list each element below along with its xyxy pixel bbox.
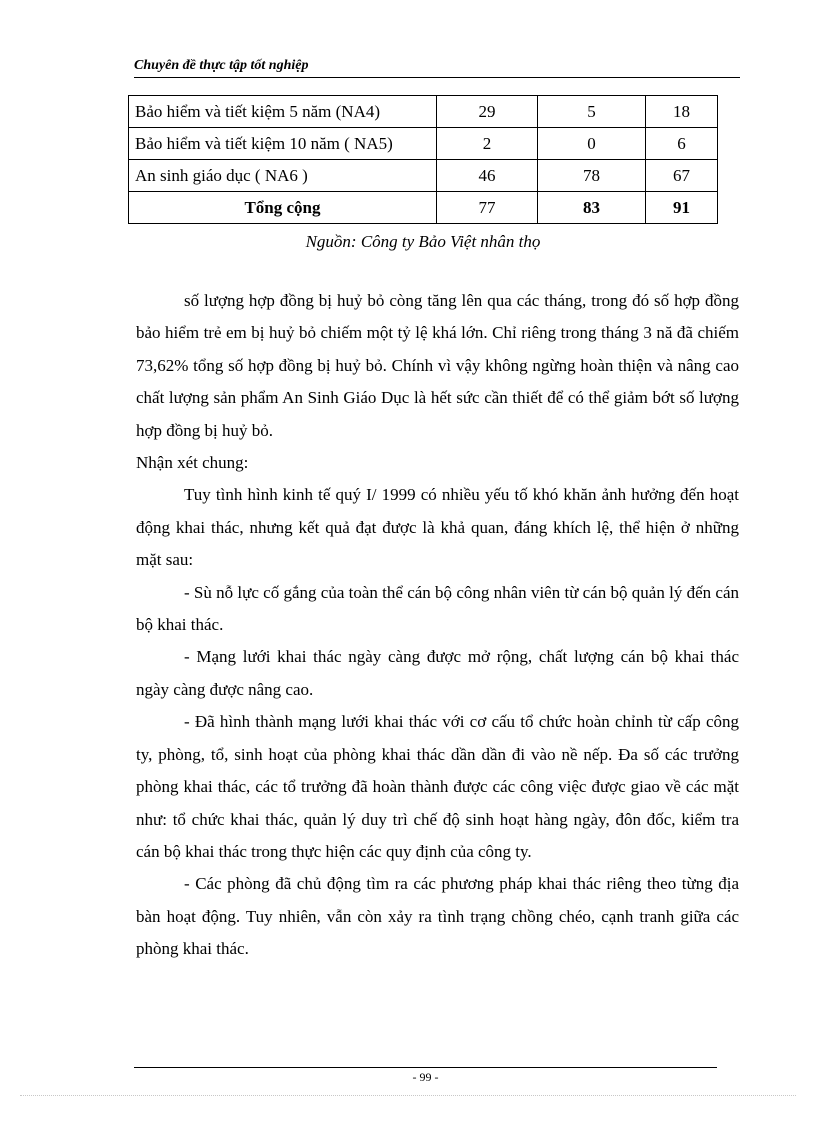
cell-value: 6 (646, 128, 718, 160)
page-header: Chuyên đề thực tập tốt nghiệp (134, 58, 740, 78)
section-heading: Nhận xét chung: (136, 453, 249, 473)
source-caption: Nguồn: Công ty Bảo Việt nhân thọ (305, 232, 541, 251)
bullet-paragraph: - Đã hình thành mạng lưới khai thác với cơ cấu tổ chức hoàn chỉnh từ cấp công ty, phòng, tổ, sinh hoạt của phòng khai thác dần dần đi vào nề nếp. Đa số các trưởng phòng khai thác, các tổ trưởng đã hoàn thành được các công việc được giao về các mặt như: tổ chức khai thác, quản lý duy trì chế độ sinh hoạt hàng ngày, đôn đốc, kiểm tra cán bộ khai thác trong thực hiện các quy định của công ty. (136, 712, 739, 861)
bullet-paragraph: - Sù nỗ lực cố gắng của toàn thể cán bộ công nhân viên từ cán bộ quản lý đến cán bộ khai thác. (136, 582, 739, 635)
cell-value: 67 (646, 160, 718, 192)
total-label: Tổng cộng (129, 192, 437, 224)
cell-value: 78 (538, 160, 646, 192)
row-label: Bảo hiểm và tiết kiệm 5 năm (NA4) (129, 96, 437, 128)
page-bottom-border (20, 1095, 796, 1096)
paragraph: Tuy tình hình kinh tế quý I/ 1999 có nhiều yếu tố khó khăn ảnh hưởng đến hoạt động khai thác, nhưng kết quả đạt được là khả quan, đáng khích lệ, thể hiện ở những mặt sau: (136, 485, 739, 570)
cell-value: 0 (538, 128, 646, 160)
table-row (129, 128, 718, 160)
total-value: 91 (646, 192, 718, 224)
page-number: - 99 - (412, 1070, 439, 1084)
footer-rule (134, 1067, 717, 1068)
total-value: 77 (437, 192, 538, 224)
table-row (129, 96, 718, 128)
row-label: Bảo hiểm và tiết kiệm 10 năm ( NA5) (129, 128, 437, 160)
cell-value: 18 (646, 96, 718, 128)
contracts-table (128, 95, 718, 224)
paragraph: số lượng hợp đồng bị huỷ bỏ còng tăng lên qua các tháng, trong đó số hợp đồng bảo hiểm trẻ em bị huỷ bỏ chiếm một tỷ lệ khá lớn. Chỉ riêng trong tháng 3 nă đã chiếm 73,62% tổng số hợp đồng bị huỷ bỏ. Chính vì vậy không ngừng hoàn thiện và nâng cao chất lượng sản phẩm An Sinh Giáo Dục là hết sức cần thiết để có thể giảm bớt số lượng hợp đồng bị huỷ bỏ. (136, 291, 739, 440)
body-text (136, 285, 739, 966)
cell-value: 46 (437, 160, 538, 192)
cell-value: 5 (538, 96, 646, 128)
cell-value: 29 (437, 96, 538, 128)
cell-value: 2 (437, 128, 538, 160)
row-label: An sinh giáo dục ( NA6 ) (129, 160, 437, 192)
total-value: 83 (538, 192, 646, 224)
bullet-paragraph: - Các phòng đã chủ động tìm ra các phương pháp khai thác riêng theo từng địa bàn hoạt động. Tuy nhiên, vẫn còn xảy ra tình trạng chồng chéo, cạnh tranh giữa các phòng khai thác. (136, 874, 739, 959)
total-row (129, 192, 718, 224)
table-row (129, 160, 718, 192)
bullet-paragraph: - Mạng lưới khai thác ngày càng được mở rộng, chất lượng cán bộ khai thác ngày càng được nâng cao. (136, 647, 739, 699)
